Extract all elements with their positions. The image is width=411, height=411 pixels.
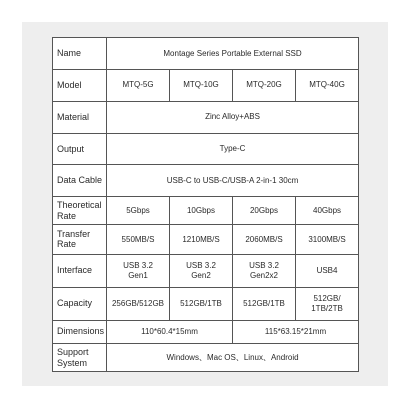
value-line: USB4 — [316, 265, 338, 275]
label-model: Model — [53, 69, 107, 101]
value-line: Gen2x2 — [249, 270, 279, 280]
value-name: Montage Series Portable External SSD — [107, 38, 359, 70]
value-interface-4 — [296, 254, 359, 287]
value-transfer-rate-1: 550MB/S — [107, 224, 170, 254]
value-line: 256GB/512GB — [111, 298, 165, 308]
value-capacity-4 — [296, 287, 359, 320]
value-dimensions-1: 110*60.4*15mm — [107, 320, 233, 344]
row-support-system — [53, 344, 359, 372]
value-line: 512GB/1TB — [243, 298, 285, 308]
value-dimensions-2: 115*63.15*21mm — [233, 320, 359, 344]
row-data-cable — [53, 165, 359, 197]
label-line: Rate — [57, 239, 77, 250]
value-data-cable: USB-C to USB-C/USB-A 2-in-1 30cm — [107, 165, 359, 197]
row-material — [53, 101, 359, 133]
spec-frame — [22, 22, 388, 386]
row-dimensions — [53, 320, 359, 344]
value-model-3: MTQ-20G — [233, 69, 296, 101]
spec-table — [52, 37, 359, 372]
value-model-4: MTQ-40G — [296, 69, 359, 101]
value-transfer-rate-2: 1210MB/S — [170, 224, 233, 254]
row-interface — [53, 254, 359, 287]
label-transfer-rate — [53, 224, 107, 254]
value-interface-3 — [233, 254, 296, 287]
value-capacity-3 — [233, 287, 296, 320]
value-transfer-rate-3: 2060MB/S — [233, 224, 296, 254]
value-theoretical-rate-3: 20Gbps — [233, 197, 296, 225]
value-line: 512GB/ — [313, 293, 341, 303]
row-transfer-rate — [53, 224, 359, 254]
label-material: Material — [53, 101, 107, 133]
value-line: USB 3.2 — [249, 261, 279, 271]
value-material: Zinc Alloy+ABS — [107, 101, 359, 133]
value-theoretical-rate-1: 5Gbps — [107, 197, 170, 225]
label-line: Rate — [57, 210, 77, 221]
label-data-cable: Data Cable — [53, 165, 107, 197]
label-line: Support — [57, 346, 89, 357]
label-theoretical-rate — [53, 197, 107, 225]
label-name: Name — [53, 38, 107, 70]
label-output: Output — [53, 133, 107, 165]
value-interface-1 — [107, 254, 170, 287]
value-line: Gen1 — [128, 270, 148, 280]
row-name — [53, 38, 359, 70]
value-transfer-rate-4: 3100MB/S — [296, 224, 359, 254]
label-line: Transfer — [57, 228, 91, 239]
label-capacity: Capacity — [53, 287, 107, 320]
value-line: Gen2 — [191, 270, 211, 280]
value-capacity-1 — [107, 287, 170, 320]
row-model — [53, 69, 359, 101]
row-output — [53, 133, 359, 165]
label-line: Theoretical — [57, 199, 102, 210]
label-interface: Interface — [53, 254, 107, 287]
value-line: USB 3.2 — [123, 261, 153, 271]
value-line: USB 3.2 — [186, 261, 216, 271]
row-theoretical-rate — [53, 197, 359, 225]
value-model-2: MTQ-10G — [170, 69, 233, 101]
value-theoretical-rate-2: 10Gbps — [170, 197, 233, 225]
value-support-system: Windows、Mac OS、Linux、Android — [107, 344, 359, 372]
value-capacity-2 — [170, 287, 233, 320]
value-theoretical-rate-4: 40Gbps — [296, 197, 359, 225]
value-output: Type-C — [107, 133, 359, 165]
label-dimensions: Dimensions — [53, 320, 107, 344]
value-line: 512GB/1TB — [180, 298, 222, 308]
value-line: 1TB/2TB — [311, 303, 343, 313]
value-model-1: MTQ-5G — [107, 69, 170, 101]
label-support-system — [53, 344, 107, 372]
label-line: System — [57, 357, 88, 368]
value-interface-2 — [170, 254, 233, 287]
row-capacity — [53, 287, 359, 320]
